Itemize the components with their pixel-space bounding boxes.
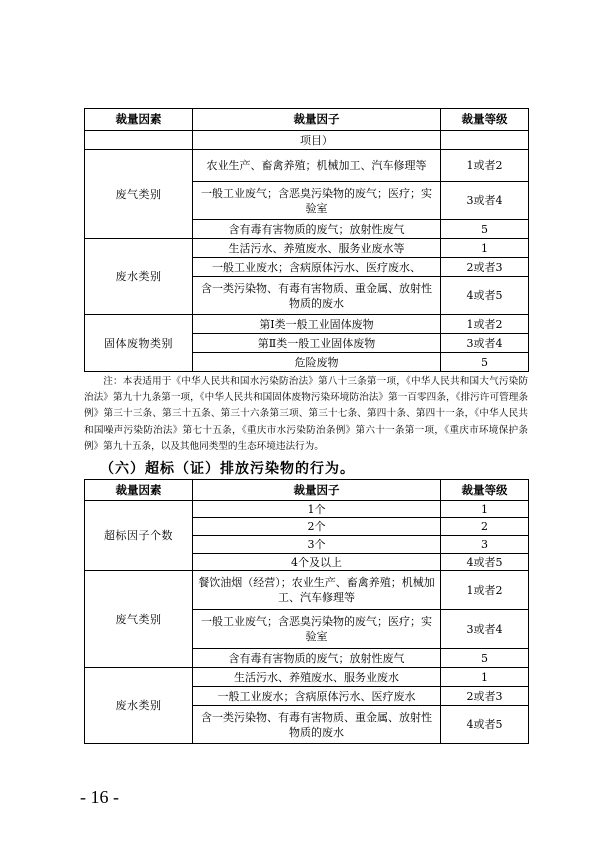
level-cell: 3 xyxy=(441,536,529,554)
level-cell: 5 xyxy=(441,353,529,372)
item-cell: 含一类污染物、有毒有害物质、重金属、放射性物质的废水 xyxy=(193,277,441,315)
level-cell: 1或者2 xyxy=(441,315,529,334)
discretion-table-2 xyxy=(84,479,529,744)
table-row xyxy=(85,239,529,258)
header-level: 裁量等级 xyxy=(441,109,529,131)
table-header-row xyxy=(85,480,529,501)
table-row xyxy=(85,131,529,150)
item-cell: 第Ⅰ类一般工业固体废物 xyxy=(193,315,441,334)
header-item: 裁量因子 xyxy=(193,109,441,131)
level-cell: 1 xyxy=(441,239,529,258)
header-level: 裁量等级 xyxy=(441,480,529,501)
factor-cell: 废水类别 xyxy=(85,668,193,744)
continued-item-cell: 项目） xyxy=(193,131,441,150)
level-cell: 3或者4 xyxy=(441,182,529,220)
table-note xyxy=(84,374,528,455)
level-cell: 3或者4 xyxy=(441,610,529,649)
note-text: 注：本表适用于《中华人民共和国水污染防治法》第八十三条第一项，《中华人民共和国大气污染防治法》第九十九条第一项，《中华人民共和国固体废物污染环境防治法》第一百零四条，《排污许可管理条例》第三十三条、第三十五条、第三十六条第三项、第三十七条、第四十条、第四十一条，《中华人民共和国噪声污染防治法》第七十五条，《重庆市水污染防治条例》第六十一条第一项，《重庆市环境保护条例》第九十五条，以及其他同类型的生态环境违法行为。 xyxy=(84,376,528,452)
item-cell: 一般工业废水；含病原体污水、医疗废水 xyxy=(193,687,441,706)
item-cell: 含有毒有害物质的废气；放射性废气 xyxy=(193,649,441,668)
item-cell: 一般工业废气；含恶臭污染物的废气；医疗；实验室 xyxy=(193,610,441,649)
item-cell: 生活污水、养殖废水、服务业废水等 xyxy=(193,239,441,258)
table-header-row xyxy=(85,109,529,131)
level-cell: 1或者2 xyxy=(441,571,529,610)
header-factor: 裁量因素 xyxy=(85,480,193,501)
table-row xyxy=(85,315,529,334)
item-cell: 含有毒有害物质的废气；放射性废气 xyxy=(193,220,441,239)
factor-cell: 超标因子个数 xyxy=(85,501,193,571)
level-cell: 2或者3 xyxy=(441,687,529,706)
discretion-table-1 xyxy=(84,108,529,372)
header-factor: 裁量因素 xyxy=(85,109,193,131)
table-row xyxy=(85,668,529,687)
table-row xyxy=(85,150,529,182)
level-cell: 4或者5 xyxy=(441,277,529,315)
item-cell: 4个及以上 xyxy=(193,554,441,571)
item-cell: 含一类污染物、有毒有害物质、重金属、放射性物质的废水 xyxy=(193,706,441,744)
item-cell: 3个 xyxy=(193,536,441,554)
level-cell: 5 xyxy=(441,220,529,239)
level-cell: 5 xyxy=(441,649,529,668)
level-cell: 1 xyxy=(441,501,529,518)
item-cell: 餐饮油烟（经营）；农业生产、畜禽养殖；机械加工、汽车修理等 xyxy=(193,571,441,610)
factor-cell: 废气类别 xyxy=(85,571,193,668)
item-cell: 危险废物 xyxy=(193,353,441,372)
level-cell: 1 xyxy=(441,668,529,687)
page-number: - 16 - xyxy=(80,787,119,807)
factor-cell: 废气类别 xyxy=(85,150,193,239)
level-cell: 2或者3 xyxy=(441,258,529,277)
item-cell: 农业生产、畜禽养殖；机械加工、汽车修理等 xyxy=(193,150,441,182)
table-row xyxy=(85,571,529,610)
item-cell: 一般工业废气；含恶臭污染物的废气；医疗；实验室 xyxy=(193,182,441,220)
level-cell: 3或者4 xyxy=(441,334,529,353)
item-cell: 第Ⅱ类一般工业固体废物 xyxy=(193,334,441,353)
level-cell: 1或者2 xyxy=(441,150,529,182)
level-cell: 4或者5 xyxy=(441,706,529,744)
item-cell: 2个 xyxy=(193,518,441,536)
level-cell: 4或者5 xyxy=(441,554,529,571)
factor-cell: 固体废物类别 xyxy=(85,315,193,372)
section-title: （六）超标（证）排放污染物的行为。 xyxy=(100,461,355,477)
level-cell: 2 xyxy=(441,518,529,536)
item-cell: 1个 xyxy=(193,501,441,518)
factor-cell: 废水类别 xyxy=(85,239,193,315)
table-row xyxy=(85,501,529,518)
item-cell: 一般工业废水；含病原体污水、医疗废水、 xyxy=(193,258,441,277)
header-item: 裁量因子 xyxy=(193,480,441,501)
item-cell: 生活污水、养殖废水、服务业废水 xyxy=(193,668,441,687)
